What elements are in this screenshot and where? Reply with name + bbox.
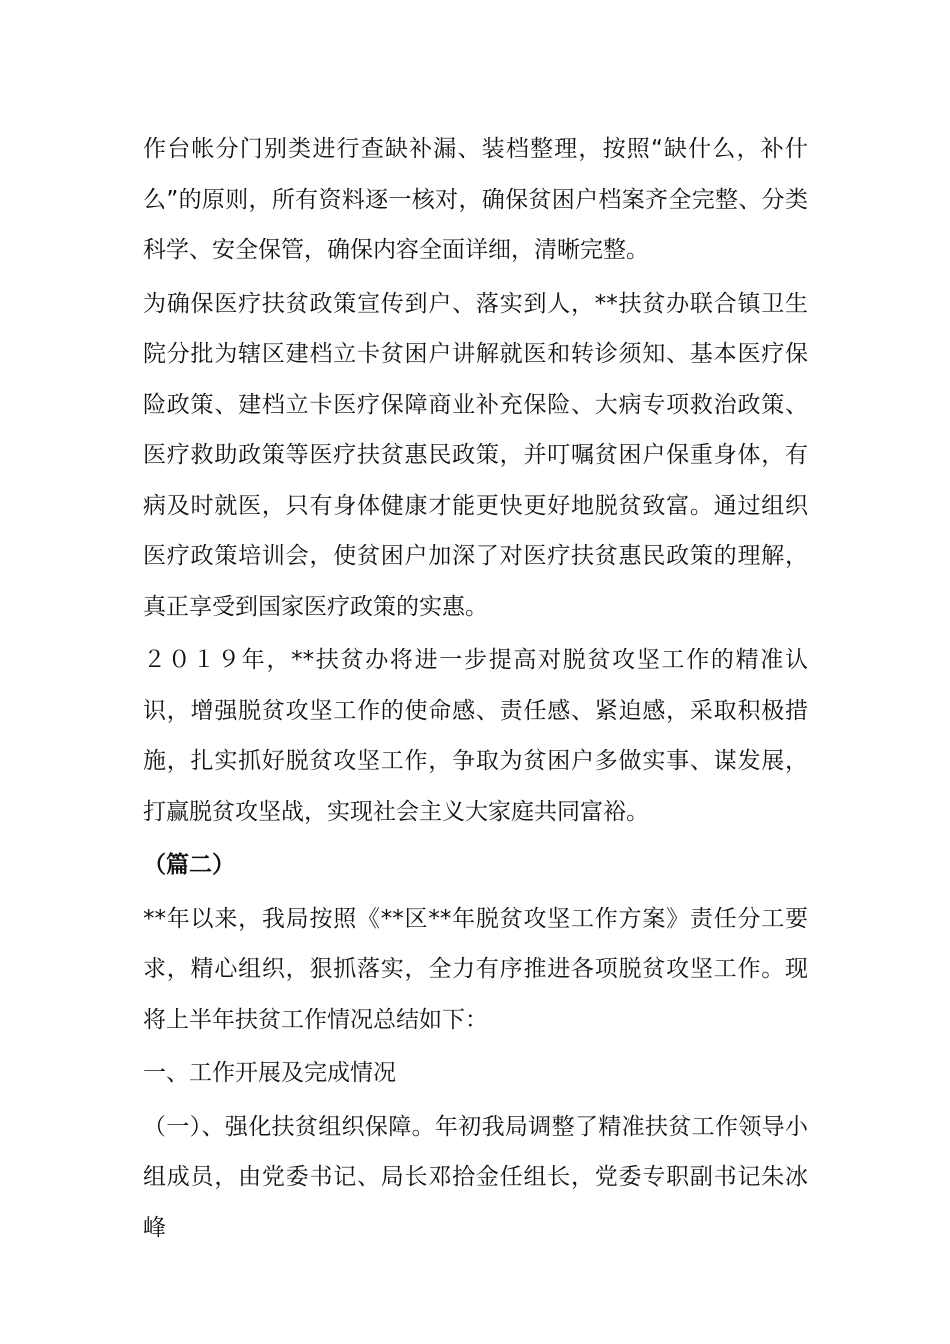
section-heading-part-two: （篇二） <box>143 852 235 878</box>
document-body <box>143 124 808 1256</box>
paragraph-2019-plan: ２０１９年，**扶贫办将进一步提高对脱贫攻坚工作的精准认识，增强脱贫攻坚工作的使命感、责任感、紧迫感，采取积极措施，扎实抓好脱贫攻坚工作，争取为贫困户多做实事、谋发展，打赢脱贫攻坚战，实现社会主义大家庭共同富裕。 <box>143 647 808 825</box>
paragraph-medical-poverty-policy: 为确保医疗扶贫政策宣传到户、落实到人，**扶贫办联合镇卫生院分批为辖区建档立卡贫困户讲解就医和转诊须知、基本医疗保险政策、建档立卡医疗保障商业补充保险、大病专项救治政策、医疗救助政策等医疗扶贫惠民政策，并叮嘱贫困户保重身体，有病及时就医，只有身体健康才能更快更好地脱贫致富。通过组织医疗政策培训会，使贫困户加深了对医疗扶贫惠民政策的理解，真正享受到国家医疗政策的实惠。 <box>143 290 808 620</box>
section-heading-work-progress: 一、工作开展及完成情况 <box>143 1060 396 1086</box>
paragraph-organization-guarantee: （一）、强化扶贫组织保障。年初我局调整了精准扶贫工作领导小组成员，由党委书记、局长邓拾金任组长，党委专职副书记朱冰峰 <box>143 1113 808 1241</box>
paragraph-intro-summary: **年以来，我局按照《**区**年脱贫攻坚工作方案》责任分工要求，精心组织，狠抓落实，全力有序推进各项脱贫攻坚工作。现将上半年扶贫工作情况总结如下： <box>143 905 808 1033</box>
paragraph-archive-management: 作台帐分门别类进行查缺补漏、装档整理，按照“缺什么，补什么”的原则，所有资料逐一核对，确保贫困户档案齐全完整、分类科学、安全保管，确保内容全面详细，清晰完整。 <box>143 136 808 263</box>
